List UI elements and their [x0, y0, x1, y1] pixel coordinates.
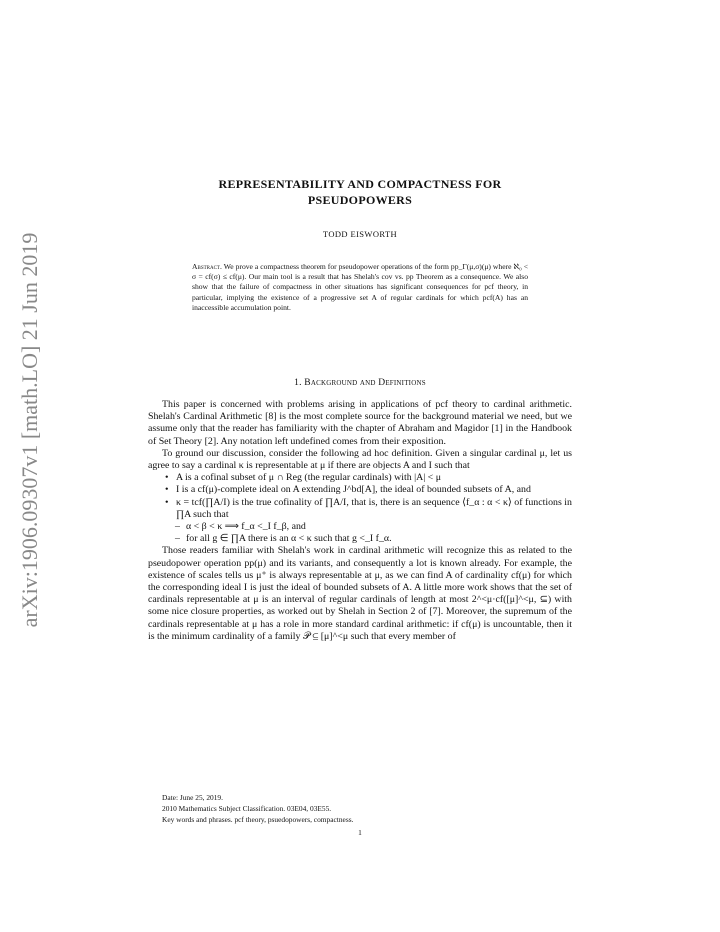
body-text — [148, 399, 572, 643]
abstract-text: We prove a compactness theorem for pseudopower operations of the form pp_Γ(μ,σ)(μ) where ℵ₀ < σ = cf(σ) ≤ cf(μ). Our main tool is a result that has Shelah's cov vs. pp Theorem as a consequence. We also show that the failure of compactness in other situations has significant consequences for pcf theory, in particular, implying the existence of a progressive set A of regular cardinals for which pcf(A) has an inaccessible accumulation point. — [192, 262, 528, 312]
arxiv-id: arXiv:1906.09307v1 [math.LO] 21 Jun 2019 — [17, 232, 42, 628]
definition-item-1: • A is a cofinal subset of μ ∩ Reg (the regular cardinals) with |A| < μ — [148, 472, 572, 484]
paragraph-2: To ground our discussion, consider the following ad hoc definition. Given a singular cardinal μ, let us agree to say a cardinal κ is representable at μ if there are objects A and I such that — [148, 447, 572, 472]
footnote-date: Date: June 25, 2019. — [162, 793, 223, 802]
page-number: 1 — [358, 828, 362, 837]
footnote-keywords: Key words and phrases. pcf theory, psuedopowers, compactness. — [162, 815, 354, 824]
sub-item-2: – for all g ∈ ∏A there is an α < κ such that g <_I f_α. — [148, 533, 572, 545]
footnotes — [162, 792, 572, 825]
abstract — [192, 262, 528, 313]
paragraph-3: Those readers familiar with Shelah's work in cardinal arithmetic will recognize this as related to the pseudopower operation pp(μ) and its variants, and consequently a lot is known already. For example, the existence of scales tells us μ⁺ is always representable at μ, as we can find A of cardinality cf(μ) for which the corresponding ideal I is just the ideal of bounded subsets of A. A little more work shows that the set of cardinals representable at μ is an interval of regular cardinals of length at most 2^<μ·cf([μ]^<μ, ⊆) with some nice closure properties, as worked out by Shelah in Section 2 of [7]. Moreover, the supremum of the cardinals representable at μ has a role in more standard cardinal arithmetic: if cf(μ) is uncountable, then it is the minimum cardinality of a family 𝒫 ⊆ [μ]^<μ such that every member of — [148, 545, 572, 642]
author-name: TODD EISWORTH — [322, 229, 398, 239]
abstract-label: Abstract. — [192, 262, 222, 271]
footnote-msc: 2010 Mathematics Subject Classification. 03E04, 03E55. — [162, 804, 332, 813]
definition-list — [148, 472, 572, 545]
definition-item-2: • I is a cf(μ)-complete ideal on A extending J^bd[A], the ideal of bounded subsets of A, and — [148, 484, 572, 496]
title-line-1: REPRESENTABILITY AND COMPACTNESS FOR — [218, 177, 502, 191]
section-number: 1. — [294, 378, 302, 388]
section-heading — [148, 378, 572, 388]
arxiv-sidebar-stamp — [14, 210, 46, 650]
definition-item-3: • κ = tcf(∏A/I) is the true cofinality of ∏A/I, that is, there is an sequence ⟨f_α : α < κ⟩ of functions in ∏A such that — [148, 497, 572, 521]
sub-item-1: – α < β < κ ⟹ f_α <_I f_β, and — [148, 521, 572, 533]
title-line-2: PSEUDOPOWERS — [307, 193, 413, 207]
paragraph-1: This paper is concerned with problems arising in applications of pcf theory to cardinal arithmetic. Shelah's Cardinal Arithmetic [8] is the most complete source for the background material we need, but we assume only that the reader has familiarity with the chapter of Abraham and Magidor [1] in the Handbook of Set Theory [2]. Any notation left undefined comes from their exposition. — [148, 399, 572, 447]
section-title: Background and Definitions — [304, 378, 426, 388]
paper-title — [148, 176, 572, 208]
